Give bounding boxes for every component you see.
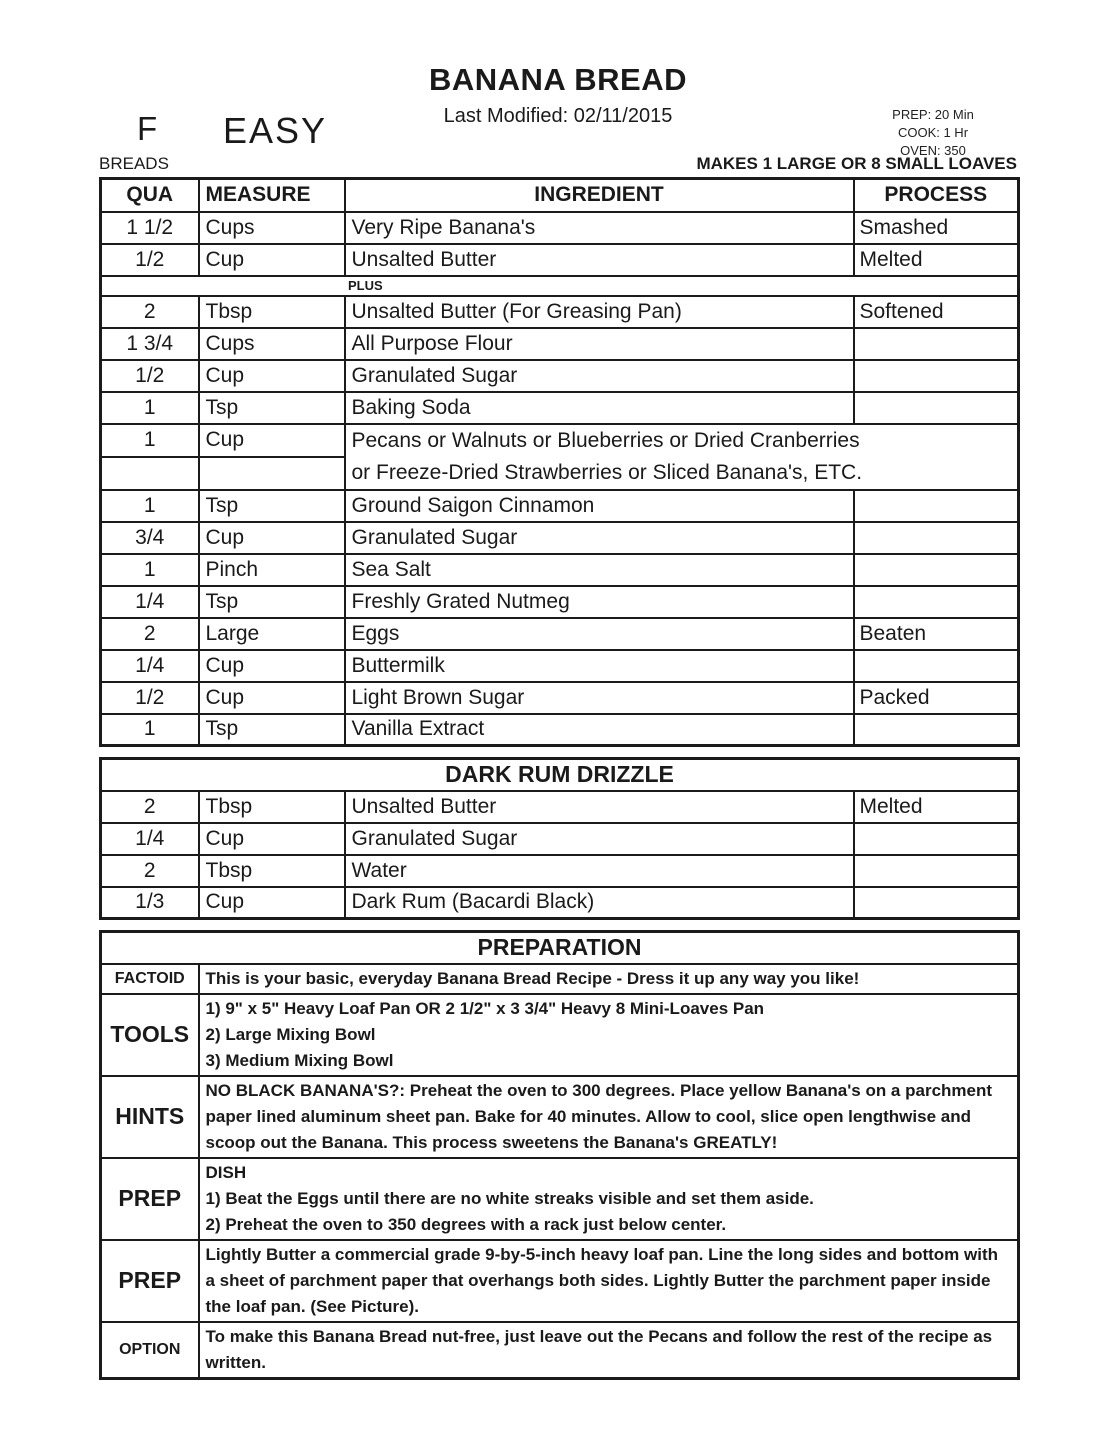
prep-time: PREP: 20 Min <box>892 107 974 122</box>
ingredient-cell: Water <box>345 855 854 887</box>
table-row <box>101 682 1019 714</box>
ingredient-cell: Sea Salt <box>345 554 854 586</box>
qua-cell: 1/4 <box>101 586 199 618</box>
prep-step-2: 2) Preheat the oven to 350 degrees with a rack just below center. <box>205 1214 727 1234</box>
measure-cell: Large <box>199 618 345 650</box>
qua-cell: 1 3/4 <box>101 328 199 360</box>
ingredient-cell-merged <box>345 424 1019 490</box>
preparation-row-option <box>101 1322 1019 1379</box>
preparation-title-row <box>101 932 1019 964</box>
qua-cell: 2 <box>101 618 199 650</box>
process-cell: Beaten <box>854 618 1019 650</box>
qua-cell: 1/3 <box>101 887 199 919</box>
measure-cell: Pinch <box>199 554 345 586</box>
section-label: OPTION <box>101 1322 199 1379</box>
tools-line-1: 1) 9" x 5" Heavy Loaf Pan OR 2 1/2" x 3 3/4" Heavy 8 Mini-Loaves Pan <box>205 998 765 1018</box>
table-row <box>101 212 1019 244</box>
measure-cell: Tbsp <box>199 791 345 823</box>
grade-letter: F <box>137 110 158 147</box>
qua-cell: 1 <box>101 554 199 586</box>
qua-cell: 1/2 <box>101 360 199 392</box>
section-text <box>199 1158 1019 1240</box>
section-label: FACTOID <box>101 964 199 994</box>
table-row <box>101 490 1019 522</box>
qua-cell: 1 <box>101 392 199 424</box>
section-label: PREP <box>101 1240 199 1322</box>
table-row <box>101 296 1019 328</box>
ingredient-cell: Very Ripe Banana's <box>345 212 854 244</box>
measure-cell: Cup <box>199 522 345 554</box>
measure-cell: Tbsp <box>199 855 345 887</box>
preparation-table <box>99 930 1020 1380</box>
process-cell <box>854 650 1019 682</box>
measure-cell: Cup <box>199 823 345 855</box>
measure-cell: Cups <box>199 328 345 360</box>
category-label: BREADS <box>99 154 169 173</box>
measure-cell-empty <box>199 457 345 490</box>
plus-divider-row <box>101 276 1019 296</box>
ingredient-cell: Vanilla Extract <box>345 714 854 746</box>
table-row <box>101 360 1019 392</box>
measure-cell: Cup <box>199 424 345 457</box>
col-header-qua: QUA <box>101 179 199 212</box>
hints-body: Preheat the oven to 300 degrees. Place yellow Banana's on a parchment paper lined aluminum sheet pan. Bake for 40 minutes. Allow to cool, slice open lengthwise and scoop out the Banana. This process sweetens the Banana's GREATLY! <box>205 1080 993 1152</box>
ingredients-table <box>99 177 1020 747</box>
qua-cell: 1 <box>101 424 199 457</box>
col-header-process: PROCESS <box>854 179 1019 212</box>
drizzle-title-row <box>101 759 1019 791</box>
drizzle-section-title: DARK RUM DRIZZLE <box>101 759 1019 791</box>
table-row <box>101 714 1019 746</box>
measure-cell: Cup <box>199 682 345 714</box>
qua-cell: 2 <box>101 296 199 328</box>
preparation-row-prep-pan <box>101 1240 1019 1322</box>
section-label: TOOLS <box>101 994 199 1076</box>
qua-cell: 1/4 <box>101 650 199 682</box>
process-cell <box>854 586 1019 618</box>
drizzle-table <box>99 757 1020 920</box>
ingredient-cell: Granulated Sugar <box>345 360 854 392</box>
measure-cell: Cup <box>199 244 345 276</box>
qua-cell: 1/4 <box>101 823 199 855</box>
cook-time: COOK: 1 Hr <box>897 125 969 140</box>
ingredient-cell: Unsalted Butter <box>345 244 854 276</box>
qua-cell: 1 <box>101 714 199 746</box>
qua-cell: 1/2 <box>101 244 199 276</box>
ingredient-cell: Freshly Grated Nutmeg <box>345 586 854 618</box>
ingredient-cell: Ground Saigon Cinnamon <box>345 490 854 522</box>
table-row <box>101 887 1019 919</box>
table-row <box>101 522 1019 554</box>
table-gap <box>99 920 1017 930</box>
section-text <box>199 1076 1019 1158</box>
table-row <box>101 618 1019 650</box>
tools-line-3: 3) Medium Mixing Bowl <box>205 1050 394 1070</box>
qua-cell: 2 <box>101 791 199 823</box>
section-text: Lightly Butter a commercial grade 9-by-5-inch heavy loaf pan. Line the long sides and bottom with a sheet of parchment paper that overhangs both sides. Lightly Butter the parchment paper inside the loaf pan. (See Picture). <box>199 1240 1019 1322</box>
qua-cell-empty <box>101 457 199 490</box>
process-cell <box>854 823 1019 855</box>
measure-cell: Tsp <box>199 586 345 618</box>
qua-cell: 1/2 <box>101 682 199 714</box>
timing-block <box>843 106 1023 160</box>
process-cell: Smashed <box>854 212 1019 244</box>
qua-cell: 2 <box>101 855 199 887</box>
process-cell: Melted <box>854 791 1019 823</box>
page-title: BANANA BREAD <box>428 62 687 97</box>
measure-cell: Tsp <box>199 392 345 424</box>
ingredient-cell: All Purpose Flour <box>345 328 854 360</box>
process-cell <box>854 887 1019 919</box>
ingredient-line-1: Pecans or Walnuts or Blueberries or Dried Cranberries <box>351 428 860 452</box>
col-header-measure: MEASURE <box>199 179 345 212</box>
table-row <box>101 791 1019 823</box>
qua-cell: 1 <box>101 490 199 522</box>
process-cell <box>854 522 1019 554</box>
table-row <box>101 823 1019 855</box>
qua-cell: 1 1/2 <box>101 212 199 244</box>
prep-lead: DISH <box>205 1162 247 1182</box>
process-cell <box>854 490 1019 522</box>
ingredient-cell: Eggs <box>345 618 854 650</box>
table-gap <box>99 747 1017 757</box>
ingredient-cell: Buttermilk <box>345 650 854 682</box>
ingredient-cell: Granulated Sugar <box>345 823 854 855</box>
measure-cell: Cup <box>199 887 345 919</box>
section-label: PREP <box>101 1158 199 1240</box>
table-row <box>101 244 1019 276</box>
ingredient-cell: Light Brown Sugar <box>345 682 854 714</box>
col-header-ingredient: INGREDIENT <box>345 179 854 212</box>
section-label: HINTS <box>101 1076 199 1158</box>
preparation-row-tools <box>101 994 1019 1076</box>
ingredients-header-row <box>101 179 1019 212</box>
table-row <box>101 586 1019 618</box>
measure-cell: Cups <box>199 212 345 244</box>
preparation-row-factoid <box>101 964 1019 994</box>
table-row <box>101 392 1019 424</box>
difficulty-label: EASY <box>223 110 328 151</box>
preparation-section-title: PREPARATION <box>101 932 1019 964</box>
process-cell <box>854 328 1019 360</box>
yield-label: MAKES 1 LARGE OR 8 SMALL LOAVES <box>696 154 1017 173</box>
ingredient-cell: Baking Soda <box>345 392 854 424</box>
section-text: This is your basic, everyday Banana Bread Recipe - Dress it up any way you like! <box>199 964 1019 994</box>
process-cell: Packed <box>854 682 1019 714</box>
process-cell <box>854 392 1019 424</box>
measure-cell: Cup <box>199 650 345 682</box>
measure-cell: Cup <box>199 360 345 392</box>
oven-temp: OVEN: 350 <box>900 143 966 158</box>
table-row <box>101 554 1019 586</box>
ingredient-line-2: or Freeze-Dried Strawberries or Sliced Banana's, ETC. <box>351 460 863 484</box>
qua-cell: 3/4 <box>101 522 199 554</box>
process-cell <box>854 855 1019 887</box>
preparation-row-hints <box>101 1076 1019 1158</box>
ingredient-cell: Granulated Sugar <box>345 522 854 554</box>
table-row <box>101 328 1019 360</box>
measure-cell: Tbsp <box>199 296 345 328</box>
measure-cell: Tsp <box>199 490 345 522</box>
ingredient-cell: Dark Rum (Bacardi Black) <box>345 887 854 919</box>
section-text <box>199 994 1019 1076</box>
preparation-row-prep-dish <box>101 1158 1019 1240</box>
process-cell: Softened <box>854 296 1019 328</box>
measure-cell: Tsp <box>199 714 345 746</box>
ingredient-cell: Unsalted Butter (For Greasing Pan) <box>345 296 854 328</box>
table-row <box>101 650 1019 682</box>
table-row <box>101 424 1019 457</box>
process-cell <box>854 360 1019 392</box>
process-cell <box>854 554 1019 586</box>
recipe-content <box>99 0 1017 1380</box>
table-row <box>101 855 1019 887</box>
plus-label: PLUS <box>101 276 1019 296</box>
section-text: To make this Banana Bread nut-free, just leave out the Pecans and follow the rest of the recipe as written. <box>199 1322 1019 1379</box>
last-modified: Last Modified: 02/11/2015 <box>443 105 673 127</box>
hints-lead: NO BLACK BANANA'S?: <box>205 1080 406 1100</box>
process-cell <box>854 714 1019 746</box>
process-cell: Melted <box>854 244 1019 276</box>
ingredient-cell: Unsalted Butter <box>345 791 854 823</box>
prep-step-1: 1) Beat the Eggs until there are no white streaks visible and set them aside. <box>205 1188 814 1208</box>
tools-line-2: 2) Large Mixing Bowl <box>205 1024 376 1044</box>
